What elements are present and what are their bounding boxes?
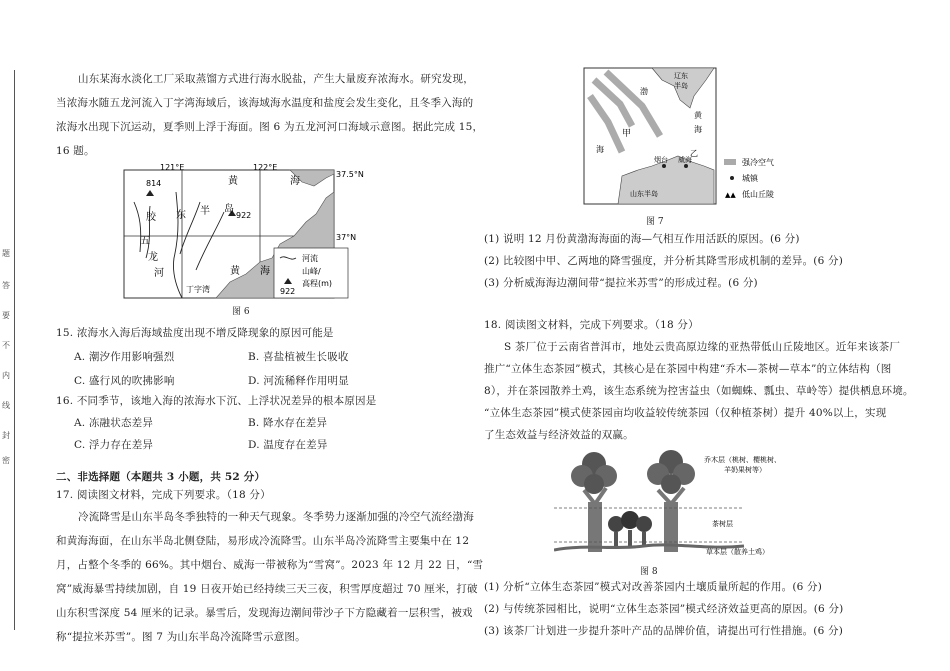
legend-label: 河流 [302, 254, 318, 263]
map-label: 辽东 [674, 72, 688, 80]
tree-left [571, 452, 617, 552]
q16-option-c: C. 浮力存在差异 [74, 439, 154, 451]
tree-right [647, 450, 695, 552]
map-label: 黄 [694, 111, 702, 120]
q17-text-line: 和黄海海面，在山东半岛北侧登陆，易形成冷流降雪。山东半岛冷流降雪主要集中在 12 [56, 535, 470, 547]
legend-label: 强冷空气 [742, 158, 774, 167]
town-label: 烟台 [654, 156, 668, 164]
map-label: 山东半岛 [630, 190, 658, 198]
side-char: 线 [2, 401, 10, 410]
q16-stem: 16. 不同季节，该地入海的浓海水下沉、上浮状况差异的根本原因是 [56, 395, 377, 407]
side-char: 答 [2, 281, 10, 290]
figure-8-diagram [554, 446, 814, 558]
q18-text-line: 了生态效益与经济效益的双赢。 [484, 429, 634, 441]
q15-option-a: A. 潮汐作用影响强烈 [74, 351, 175, 363]
q17-item: (1) 说明 12 月份黄渤海海面的海—气相互作用活跃的原因。(6 分) [484, 233, 800, 245]
map-char: 黄 [230, 266, 240, 277]
q16-option-d: D. 温度存在差异 [248, 439, 328, 451]
side-char: 要 [2, 311, 10, 320]
section-title: 二、非选择题（本题共 3 小题，共 52 分） [56, 471, 266, 483]
layer-label-tree: 乔木层（桃树、樱桃树、 [704, 456, 781, 464]
q18-item: (1) 分析“立体生态茶园”模式对改善茶园内土壤质量所起的作用。(6 分) [484, 581, 823, 593]
legend-label: 低山丘陵 [742, 190, 774, 199]
binding-line [14, 70, 15, 630]
figure-8-caption: 图 8 [640, 567, 658, 577]
q18-text-line: 8），并在茶园散养土鸡，该生态系统为控害益虫（如蜘蛛、瓢虫、草岭等）提供栖息环境。 [484, 385, 914, 397]
q17-item: (2) 比较图中甲、乙两地的降雪强度，并分析其降雪形成机制的差异。(6 分) [484, 255, 844, 267]
town-icon [684, 164, 688, 168]
map-char: 龙 [148, 252, 158, 263]
tea-bushes [608, 511, 652, 546]
map-label: 海 [596, 145, 604, 154]
side-char: 密 [2, 456, 10, 465]
q18-item: (3) 该茶厂计划进一步提升茶叶产品的品牌价值，请提出可行性措施。(6 分) [484, 625, 844, 637]
figure-6-map [120, 162, 382, 302]
map-label: 海 [694, 125, 702, 134]
layer-label-tea: 茶树层 [712, 520, 733, 528]
intro-line: 当浓海水随五龙河流入丁字湾海域后，该海域海水温度和盐度会发生变化，且冬季入海的 [56, 97, 474, 109]
point-jia: 甲 [622, 129, 632, 139]
map-char: 河 [154, 268, 164, 279]
lat-label: 37°N [336, 233, 357, 242]
q15-stem: 15. 浓海水入海后海域盐度出现不增反降现象的原因可能是 [56, 327, 334, 339]
elev-label: 922 [236, 211, 252, 220]
lon-label: 122°E [253, 163, 278, 172]
q16-option-a: A. 冻融状态差异 [74, 417, 154, 429]
lon-label: 121°E [160, 163, 185, 172]
intro-line: 山东某海水淡化工厂采取蒸馏方式进行海水脱盐，产生大量废弃浓海水。研究发现， [78, 73, 474, 85]
q17-text-line: 称“提拉米苏雪”。图 7 为山东半岛冷流降雪示意图。 [56, 631, 306, 643]
q18-text-line: “立体生态茶园”模式使茶园亩均收益较传统茶园（仅种植茶树）提升 40%以上，实现 [484, 407, 887, 419]
intro-line: 浓海水出现下沉运动，夏季则上浮于海面。图 6 为五龙河河口海域示意图。据此完成 15， [56, 121, 484, 133]
side-char: 不 [2, 341, 10, 350]
hill-legend-icon: ▲▲ [725, 191, 736, 199]
map-char: 海 [290, 176, 300, 187]
q17-text-line: 冷流降雪是山东半岛冬季独特的一种天气现象。冬季势力逐渐加强的冷空气流经渤海 [78, 511, 474, 523]
q18-text-line: 推广“立体生态茶园”模式，其核心是在茶园中构建“乔木—茶树—草本”的立体结构（图 [484, 363, 892, 375]
layer-label-grass: 草本层（散养土鸡） [706, 548, 769, 556]
q18-text-line: S 茶厂位于云南省普洱市，地处云贵高原边缘的亚热带低山丘陵地区。近年来该茶厂 [504, 341, 901, 353]
map-char: 半 [200, 206, 210, 217]
elev-label: 814 [146, 179, 162, 188]
town-label: 威海 [678, 156, 692, 164]
map-char: 黄 [228, 176, 238, 187]
figure-7-map [582, 66, 792, 210]
side-char: 题 [2, 249, 10, 258]
map-char: 海 [260, 266, 270, 277]
legend-label: 922 [280, 287, 296, 296]
q17-stem: 17. 阅读图文材料，完成下列要求。（18 分） [56, 489, 271, 501]
q17-text-line: 山东积雪深度 54 厘米的记录。暴雪后，发现海边潮间带沙子下方隐藏着一层积雪，被戏 [56, 607, 473, 619]
layer-label-tree: 羊奶果树等） [724, 466, 766, 474]
q17-item: (3) 分析威海海边潮间带“提拉米苏雪”的形成过程。(6 分) [484, 277, 758, 289]
side-char: 封 [2, 431, 10, 440]
map-char: 五 [140, 236, 150, 247]
town-legend-icon [730, 176, 734, 180]
map-label: 半岛 [674, 82, 688, 90]
legend-label: 城镇 [742, 174, 758, 183]
q15-option-c: C. 盛行风的吹拂影响 [74, 375, 175, 387]
q17-text-line: 月，占整个冬季的 66%。其中烟台、威海一带被称为“雪窝”。2023 年 12 月 22 日，“雪 [56, 559, 484, 571]
figure-7-caption: 图 7 [646, 217, 664, 227]
q18-item: (2) 与传统茶园相比，说明“立体生态茶园”模式经济效益更高的原因。(6 分) [484, 603, 844, 615]
map-char: 胶 [146, 212, 156, 223]
point-yi: 乙 [690, 149, 698, 158]
lat-label: 37.5°N [336, 170, 364, 179]
legend-label: 高程(m) [302, 279, 333, 288]
legend-label: 山峰/ [302, 267, 321, 276]
map-char: 东 [176, 210, 186, 221]
q15-option-b: B. 喜盐植被生长吸收 [248, 351, 349, 363]
q18-stem: 18. 阅读图文材料，完成下列要求。（18 分） [484, 319, 699, 331]
q17-text-line: 窝”威海暴雪持续加剧，自 19 日夜开始已经持续三天三夜，积雪厚度超过 70 厘米，打破 [56, 583, 478, 595]
map-char: 岛 [224, 204, 234, 215]
intro-line: 16 题。 [56, 145, 95, 157]
map-label: 渤 [640, 87, 648, 96]
town-icon [662, 164, 666, 168]
q15-option-d: D. 河流稀释作用明显 [248, 375, 349, 387]
figure-6-caption: 图 6 [232, 307, 250, 317]
q16-option-b: B. 降水存在差异 [248, 417, 328, 429]
bay-label: 丁字湾 [186, 285, 210, 294]
side-char: 内 [2, 371, 10, 380]
